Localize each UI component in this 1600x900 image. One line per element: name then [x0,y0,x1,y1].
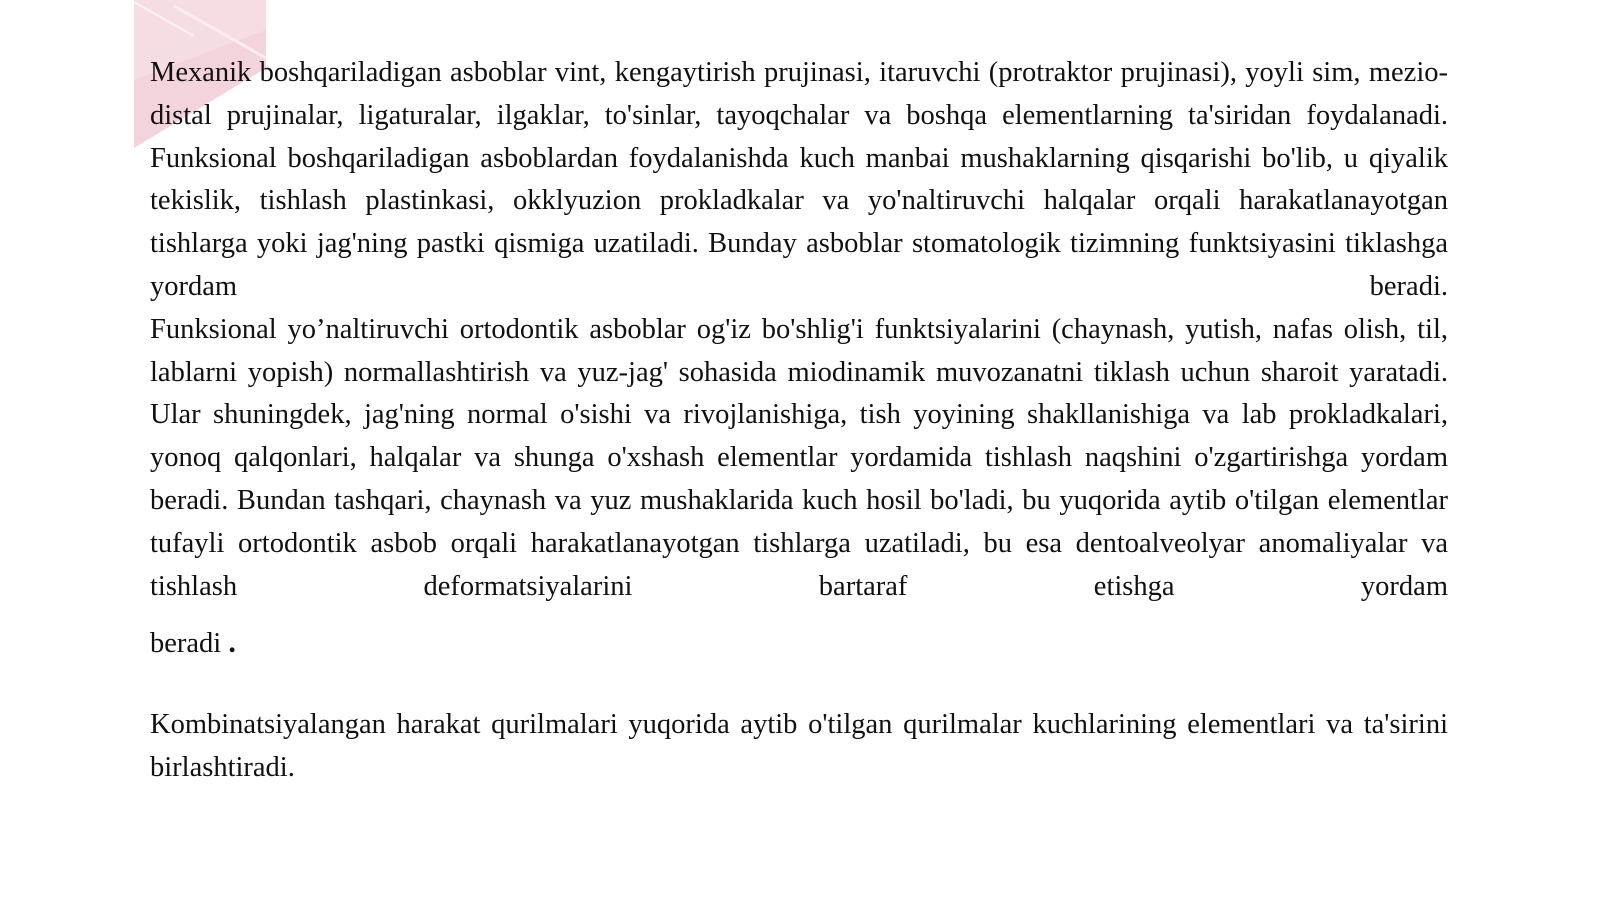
paragraph-1-end: foydalanadi. [1306,99,1449,131]
paragraph-mechanical-appliances [150,52,1448,138]
paragraph-spacer [150,666,1448,704]
paragraph-4-text: Kombinatsiyalangan harakat qurilmalari yuqorida aytib o'tilgan qurilmalar kuchlarining elementlari va ta'sirini birlashtiradi. [150,709,1448,783]
paragraph-3-ending [150,622,1448,666]
paragraph-2-end: beradi. [1369,270,1448,302]
paragraph-functional-guiding-appliances [150,309,1448,609]
slide-text-body [150,52,1448,790]
paragraph-combined-appliances [150,704,1448,790]
paragraph-1-body: Mexanik boshqariladigan asboblar vint, kengaytirish prujinasi, itaruvchi (protraktor prujinasi), yoyli sim, mezio-distal prujinalar, ligaturalar, ilgaklar, to'sinlar, tayoqchalar va boshqa elementlarning ta'siridan [150,57,1448,131]
paragraph-3-end-dot: . [228,626,236,660]
paragraph-3-end-word: beradi [150,628,222,660]
paragraph-2-body: Funksional boshqariladigan asboblardan foydalanishda kuch manbai mushaklarning qisqarishi bo'lib, u qiyalik tekislik, tishlash plastinkasi, okklyuzion prokladkalar va yo'naltiruvchi halqalar orqali harakatlanayotgan tishlarga yoki jag'ning pastki qismiga uzatiladi. Bunday asboblar stomatologik tizimning funktsiyasini tiklashga yordam [150,142,1448,302]
paragraph-functional-appliances [150,138,1448,309]
paragraph-3-body: Funksional yo’naltiruvchi ortodontik asboblar og'iz bo'shlig'i funktsiyalarini (chaynash, yutish, nafas olish, til, lablarni yopish) normallashtirish va yuz-jag' sohasida miodinamik muvozanatni tiklash uchun sharoit yaratadi. Ular shuningdek, jag'ning normal o'sishi va rivojlanishiga, tish yoyining shakllanishiga va lab prokladkalari, yonoq qalqonlari, halqalar va shunga o'xshash elementlar yordamida tishlash naqshini o'zgartirishga yordam beradi. Bundan tashqari, chaynash va yuz mushaklarida kuch hosil bo'ladi, bu yuqorida aytib o'tilgan elementlar tufayli ortodontik asbob orqali harakatlanayotgan tishlarga uzatiladi, bu esa dentoalveolyar anomaliyalar va tishlash deformatsiyalarini bartaraf etishga yordam [150,313,1448,602]
